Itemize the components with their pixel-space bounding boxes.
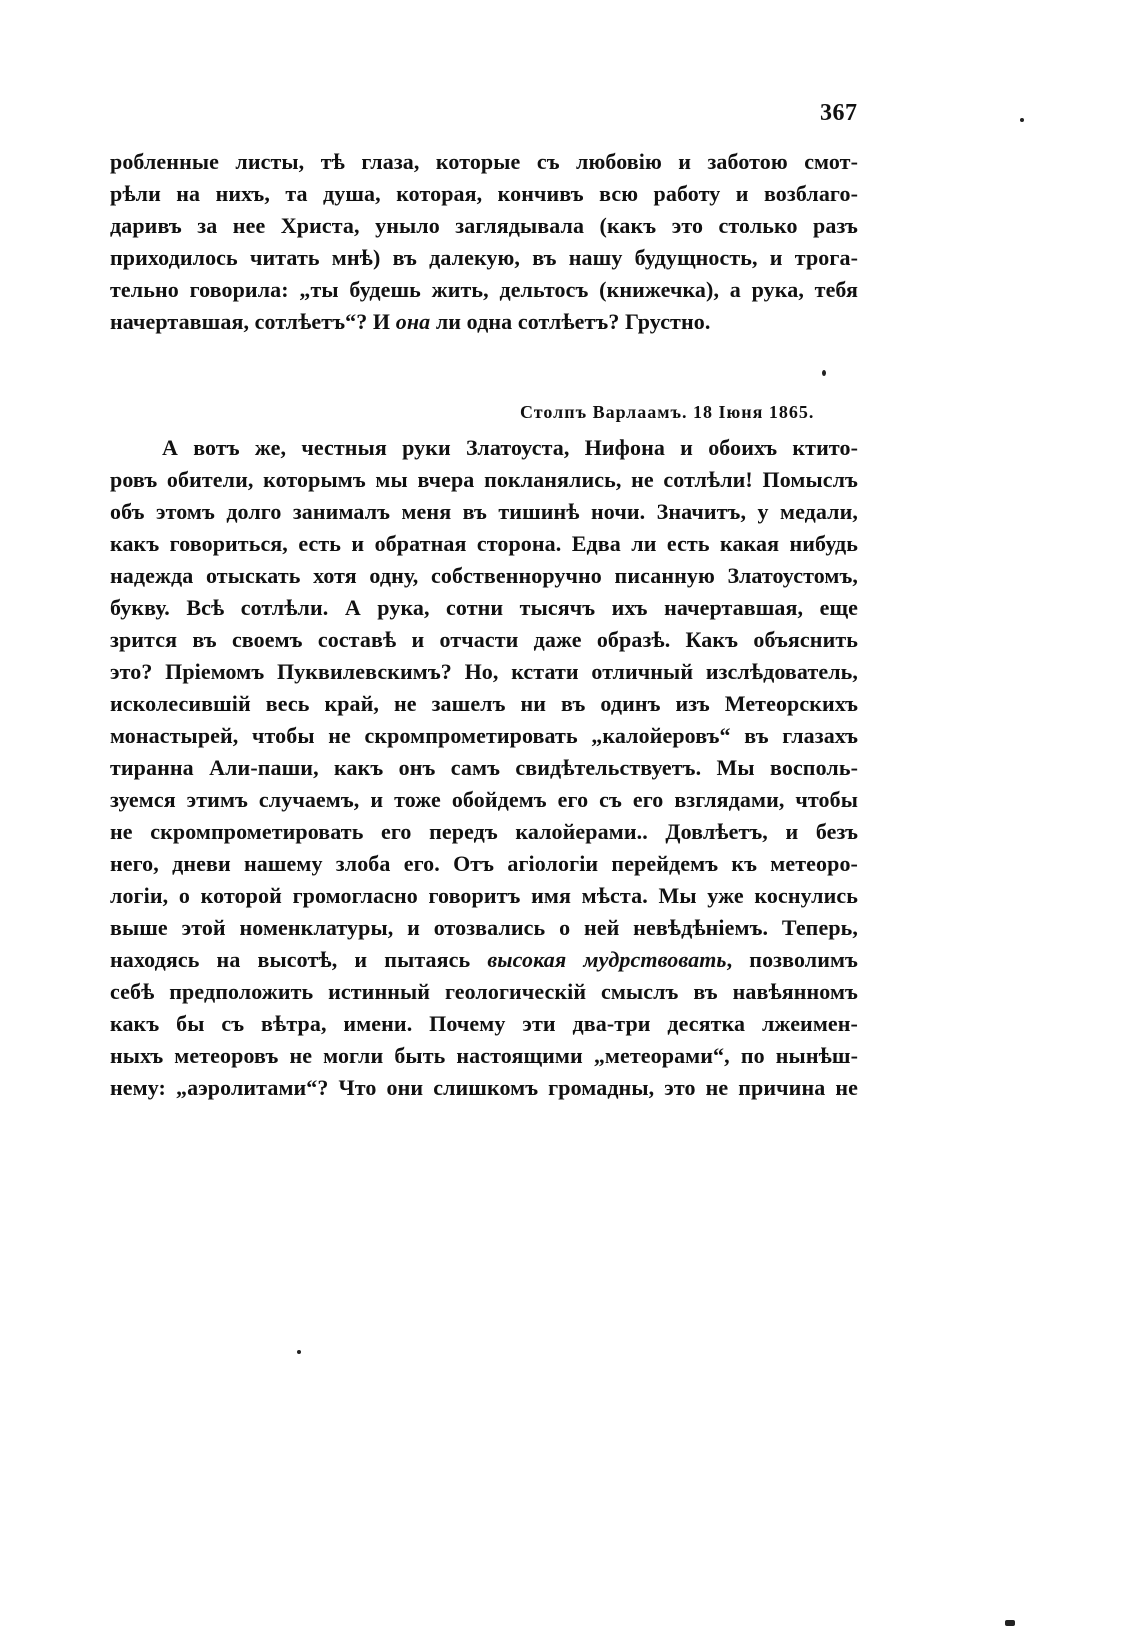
paragraph-2-line-15: логiи, о которой громогласно говоритъ имя мѣста. Мы уже коснулись (110, 883, 858, 908)
paragraph-2-line-4: какъ говориться, есть и обратная сторона. Едва ли есть какая нибудь (110, 531, 858, 556)
paragraph-2-line-20: ныхъ метеоровъ не могли быть настоящими „метеорами“, по нынѣш- (110, 1043, 858, 1068)
paragraph-1-line-3: даривъ за нее Христа, уныло заглядывала (какъ это столько разъ (110, 213, 858, 238)
paragraph-2-line-12: зуемся этимъ случаемъ, и тоже обойдемъ его съ его взглядами, чтобы (110, 787, 858, 812)
paragraph-2-line-1: А вотъ же, честныя руки Златоуста, Нифона и обоихъ ктито- (162, 435, 858, 460)
scan-speck (822, 370, 826, 376)
paragraph-2-line-10: монастырей, чтобы не скромпрометировать „калойеровъ“ въ глазахъ (110, 723, 858, 748)
paragraph-2-line-3: объ этомъ долго занималъ меня въ тишинѣ ночи. Значитъ, у медали, (110, 499, 858, 524)
paragraph-2-line-14: него, дневи нашему злоба его. Отъ агiологiи перейдемъ къ метеоро- (110, 851, 858, 876)
page-number: 367 (820, 100, 858, 126)
paragraph-2-line-8: это? Прiемомъ Пуквилевскимъ? Но, кстати отличный изслѣдователь, (110, 659, 858, 684)
paragraph-2-line-13: не скромпрометировать его передъ калойерами.. Довлѣетъ, и безъ (110, 819, 858, 844)
paragraph-2-line-11: тиранна Али-паши, какъ онъ самъ свидѣтельствуетъ. Мы восполь- (110, 755, 858, 780)
italic-phrase: высокая мудрствовать (487, 947, 727, 972)
text-run: ли одна сотлѣетъ? Грустно. (430, 309, 711, 334)
paragraph-1-line-4: приходилось читать мнѣ) въ далекую, въ нашу будущность, и трога- (110, 245, 858, 270)
paragraph-2-line-9: исколесившiй весь край, не зашелъ ни въ одинъ изъ Метеорскихъ (110, 691, 858, 716)
paragraph-1-line-5: тельно говорила: „ты будешь жить, дельтосъ (книжечка), а рука, тебя (110, 277, 858, 302)
paragraph-2-line-19: какъ бы съ вѣтра, имени. Почему эти два-три десятка лжеимен- (110, 1011, 858, 1036)
paragraph-2-line-21: нему: „аэролитами“? Что они слишкомъ громадны, это не причина не (110, 1075, 858, 1100)
paragraph-2-line-18: себѣ предположить истинный геологическiй смыслъ въ навѣянномъ (110, 979, 858, 1004)
scan-speck (1020, 118, 1024, 122)
paragraph-1-line-2: рѣли на нихъ, та душа, которая, кончивъ всю работу и возблаго- (110, 181, 858, 206)
italic-word: она (395, 309, 431, 334)
scan-speck (297, 1350, 301, 1354)
paragraph-2-line-5: надежда отыскать хотя одну, собственноручно писанную Златоустомъ, (110, 563, 858, 588)
dateline: Столпъ Варлаамъ. 18 Iюня 1865. (520, 402, 815, 422)
paragraph-1-line-1: робленные листы, тѣ глаза, которые съ любовiю и заботою смот- (110, 149, 858, 174)
paragraph-2-line-2: ровъ обители, которымъ мы вчера покланялись, не сотлѣли! Помыслъ (110, 467, 858, 492)
text-run: находясь на высотѣ, и пытаясь (110, 947, 488, 972)
paragraph-1-line-6 (110, 308, 858, 336)
paragraph-2-line-16: выше этой номенклатуры, и отозвались о ней невѣдѣнiемъ. Теперь, (110, 915, 858, 940)
paragraph-2-line-7: зрится въ своемъ составѣ и отчасти даже образѣ. Какъ объяснить (110, 627, 858, 652)
text-run: , позволимъ (726, 947, 858, 972)
text-run: начертавшая, сотлѣетъ“? И (110, 309, 396, 334)
paragraph-2-line-17 (110, 946, 858, 974)
scan-speck (1005, 1620, 1015, 1626)
paragraph-2-line-6: букву. Всѣ сотлѣли. А рука, сотни тысячъ ихъ начертавшая, еще (110, 595, 858, 620)
